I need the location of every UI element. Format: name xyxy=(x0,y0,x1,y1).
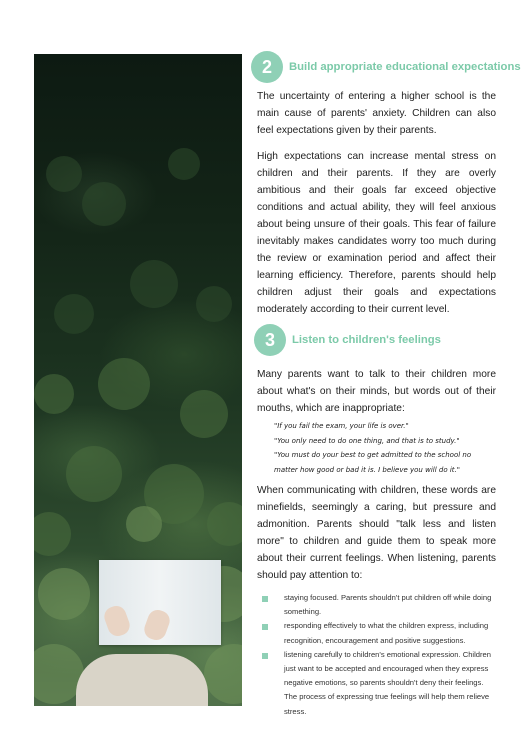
section-2-paragraph-1: The uncertainty of entering a higher school is the main cause of parents' anxiety. Children can also feel expectations given by their parents. xyxy=(257,91,496,136)
bullet-square-icon xyxy=(262,653,268,659)
bullet-square-icon xyxy=(262,624,268,630)
quote: "You must do your best to get admitted to the school no matter how good or bad it is. I believe you will do it." xyxy=(274,451,472,474)
list-item xyxy=(262,591,498,619)
quote: "If you fail the exam, your life is over." xyxy=(274,422,409,430)
cover-photo xyxy=(34,54,242,706)
list-item xyxy=(262,648,498,719)
section-number-badge: 3 xyxy=(254,324,286,356)
attention-list xyxy=(262,591,498,719)
quote: "You only need to do one thing, and that is to study." xyxy=(274,436,460,445)
bullet-square-icon xyxy=(262,596,268,602)
section-title: Listen to children's feelings xyxy=(292,334,441,346)
section-number-badge: 2 xyxy=(251,51,283,83)
quote-list xyxy=(274,419,496,477)
list-item-text: listening carefully to children's emotional expression. Children just want to be accepted and encouraged when they express negative emotions, so parents shouldn't deny their feelings. The process of expressing true feelings will help them relieve stress. xyxy=(284,649,492,716)
section-title: Build appropriate educational expectations xyxy=(289,61,521,73)
sweater xyxy=(76,654,208,706)
list-item xyxy=(262,619,498,647)
section-3-paragraph: When communicating with children, these words are minefields, seemingly a caring, but pressure and admonition. Parents should "talk less and listen more" to children and guide them to speak more about their current feelings. When listening, parents should pay attention to: xyxy=(257,485,496,581)
section-2-paragraph-2: High expectations can increase mental stress on children and their parents. If they are overly ambitious and their goals far exceed objective conditions and actual ability, they will feel anxious about being unsure of their goals. This fear of failure inevitably makes candidates worry too much during the review or examination period and affect their learning efficiency. Therefore, parents should help children adjust their goals and expectations moderately according to their current level. xyxy=(257,151,496,315)
list-item-text: staying focused. Parents shouldn't put children off while doing something. xyxy=(284,593,492,617)
list-item-text: responding effectively to what the children express, including recognition, encouragement and positive suggestions. xyxy=(284,621,489,645)
section-3-intro: Many parents want to talk to their children more about what's on their minds, but words out of their mouths, which are inappropriate: xyxy=(257,369,496,414)
section-3-heading xyxy=(254,324,441,356)
section-2-heading xyxy=(251,51,521,83)
